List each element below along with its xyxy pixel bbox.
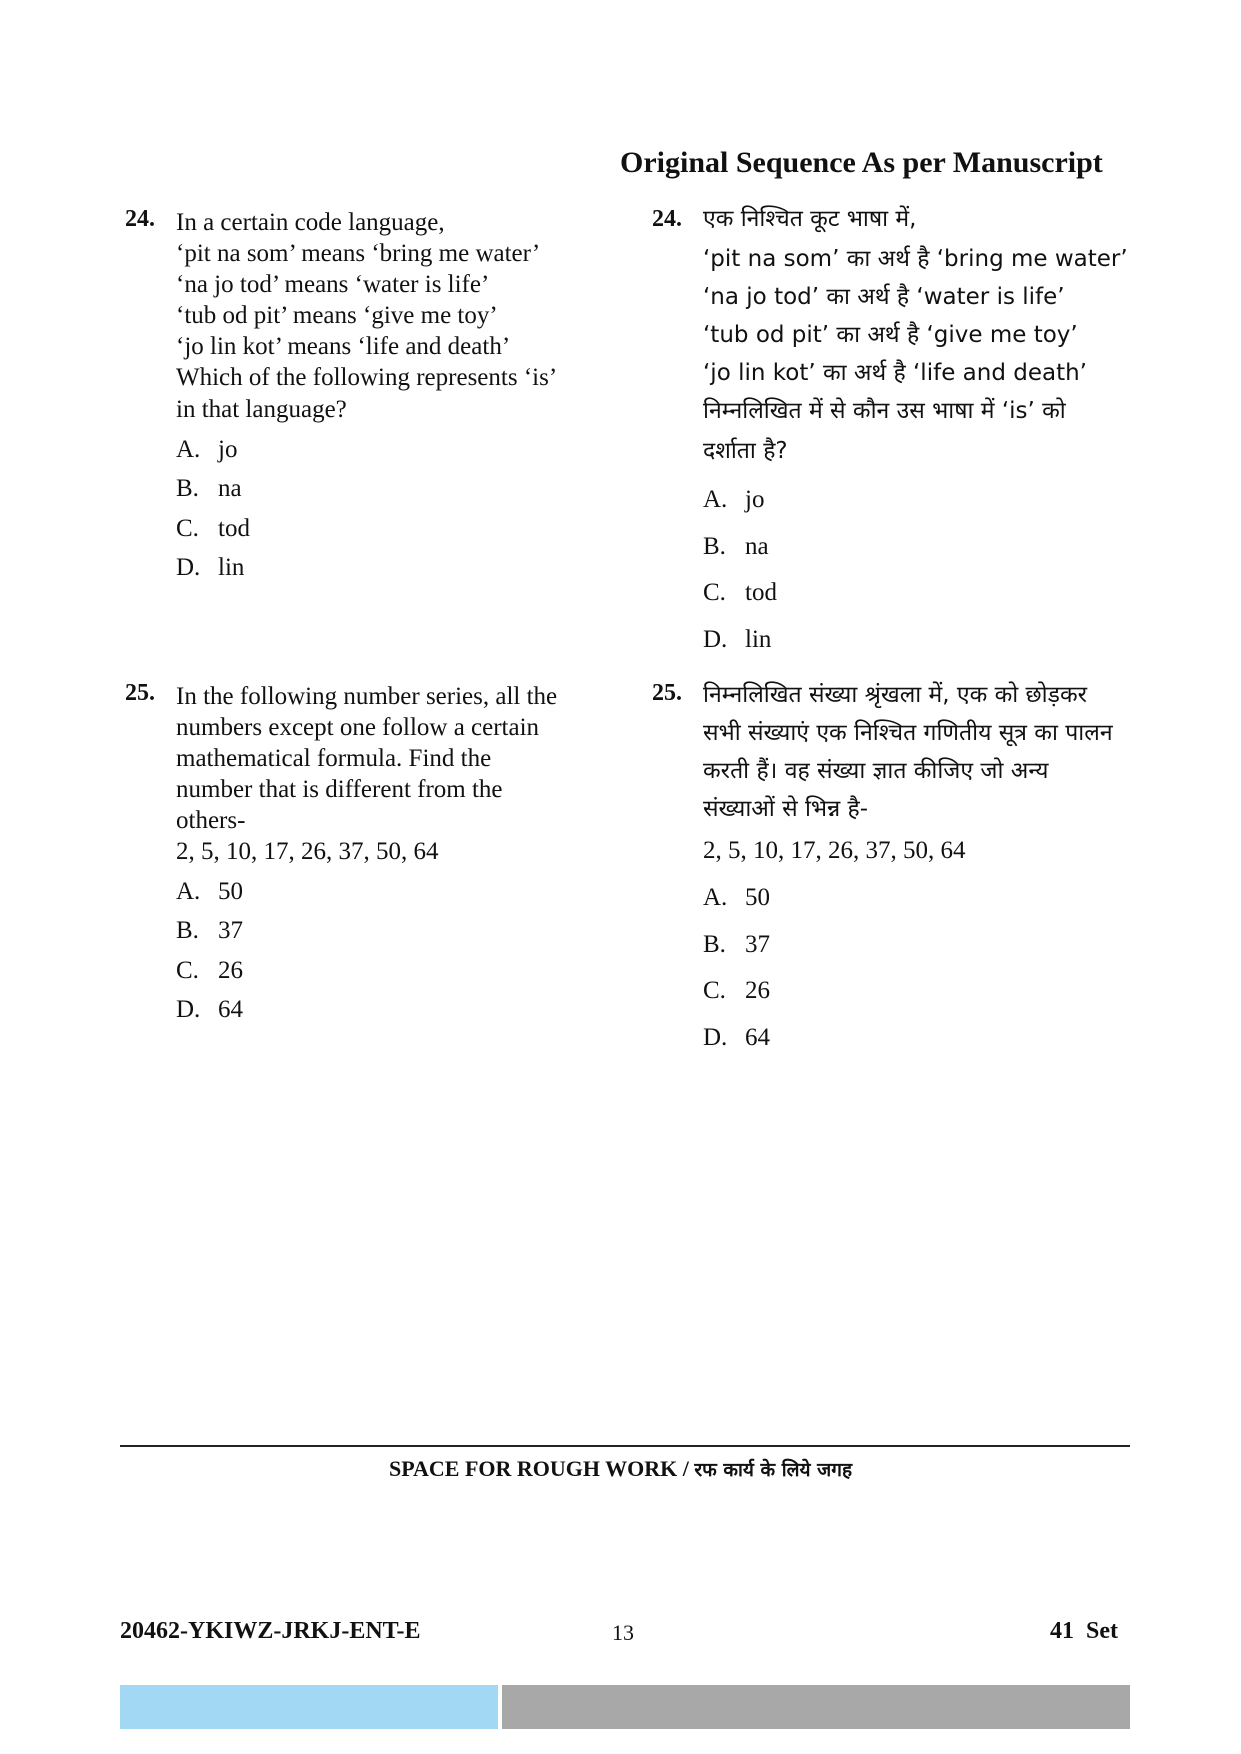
question-line: करती हैं। वह संख्या ज्ञात कीजिए जो अन्य — [703, 758, 1049, 784]
question-line: ‘pit na som’ का अर्थ है ‘bring me water’ — [703, 246, 1128, 272]
option-a: A. jo — [703, 486, 765, 513]
question-number: 25. — [652, 680, 682, 706]
option-d: D. lin — [176, 554, 245, 581]
option-b: B. 37 — [176, 917, 243, 944]
option-c: C. 26 — [703, 977, 770, 1004]
question-number: 25. — [125, 680, 155, 706]
rough-work-label: SPACE FOR ROUGH WORK / रफ कार्य के लिये जगह — [388, 1456, 853, 1481]
question-line: ‘na jo tod’ का अर्थ है ‘water is life’ — [703, 284, 1065, 310]
question-number: 24. — [652, 206, 682, 232]
question-line: ‘tub od pit’ का अर्थ है ‘give me toy’ — [703, 322, 1078, 348]
footer-grey-bar — [502, 1685, 1130, 1729]
page-number: 13 — [612, 1620, 634, 1645]
option-a: A. jo — [176, 436, 238, 463]
option-c: C. tod — [176, 515, 250, 542]
paper-code: 20462-YKIWZ-JRKJ-ENT-E — [120, 1618, 421, 1644]
question-line: ‘jo lin kot’ means ‘life and death’ — [176, 333, 511, 360]
question-line: एक निश्चित कूट भाषा में, — [703, 206, 917, 232]
question-line: सभी संख्याएं एक निश्चित गणितीय सूत्र का पालन — [703, 720, 1113, 746]
question-line: In the following number series, all the — [176, 683, 558, 710]
question-line: दर्शाता है? — [703, 438, 788, 464]
question-number: 24. — [125, 206, 155, 232]
option-b: B. 37 — [703, 931, 770, 958]
question-line: ‘pit na som’ means ‘bring me water’ — [176, 240, 541, 267]
question-line: In a certain code language, — [176, 209, 445, 236]
footer-blue-bar — [120, 1685, 498, 1729]
option-a: A. 50 — [703, 884, 770, 911]
question-line: ‘tub od pit’ means ‘give me toy’ — [176, 302, 498, 329]
option-b: B. na — [176, 475, 242, 502]
rough-work-divider — [120, 1445, 1130, 1447]
question-line: ‘jo lin kot’ का अर्थ है ‘life and death’ — [703, 360, 1087, 386]
question-line: in that language? — [176, 396, 347, 423]
option-d: D. 64 — [703, 1024, 770, 1051]
question-line: निम्नलिखित संख्या श्रृंखला में, एक को छोड़कर — [703, 682, 1088, 708]
question-line: ‘na jo tod’ means ‘water is life’ — [176, 271, 490, 298]
number-series: 2, 5, 10, 17, 26, 37, 50, 64 — [176, 838, 439, 865]
set-number: 41 Set — [1050, 1618, 1118, 1644]
option-c: C. tod — [703, 579, 777, 606]
option-a: A. 50 — [176, 878, 243, 905]
question-line: mathematical formula. Find the — [176, 745, 492, 772]
option-d: D. lin — [703, 626, 772, 653]
question-line: others- — [176, 807, 246, 834]
option-d: D. 64 — [176, 996, 243, 1023]
option-c: C. 26 — [176, 957, 243, 984]
page-heading: Original Sequence As per Manuscript — [620, 146, 1103, 179]
question-line: number that is different from the — [176, 776, 503, 803]
question-line: संख्याओं से भिन्न है- — [703, 796, 869, 822]
question-line: Which of the following represents ‘is’ — [176, 364, 558, 391]
option-b: B. na — [703, 533, 769, 560]
number-series: 2, 5, 10, 17, 26, 37, 50, 64 — [703, 837, 966, 864]
question-line: numbers except one follow a certain — [176, 714, 540, 741]
question-line: निम्नलिखित में से कौन उस भाषा में ‘is’ को — [703, 398, 1066, 424]
